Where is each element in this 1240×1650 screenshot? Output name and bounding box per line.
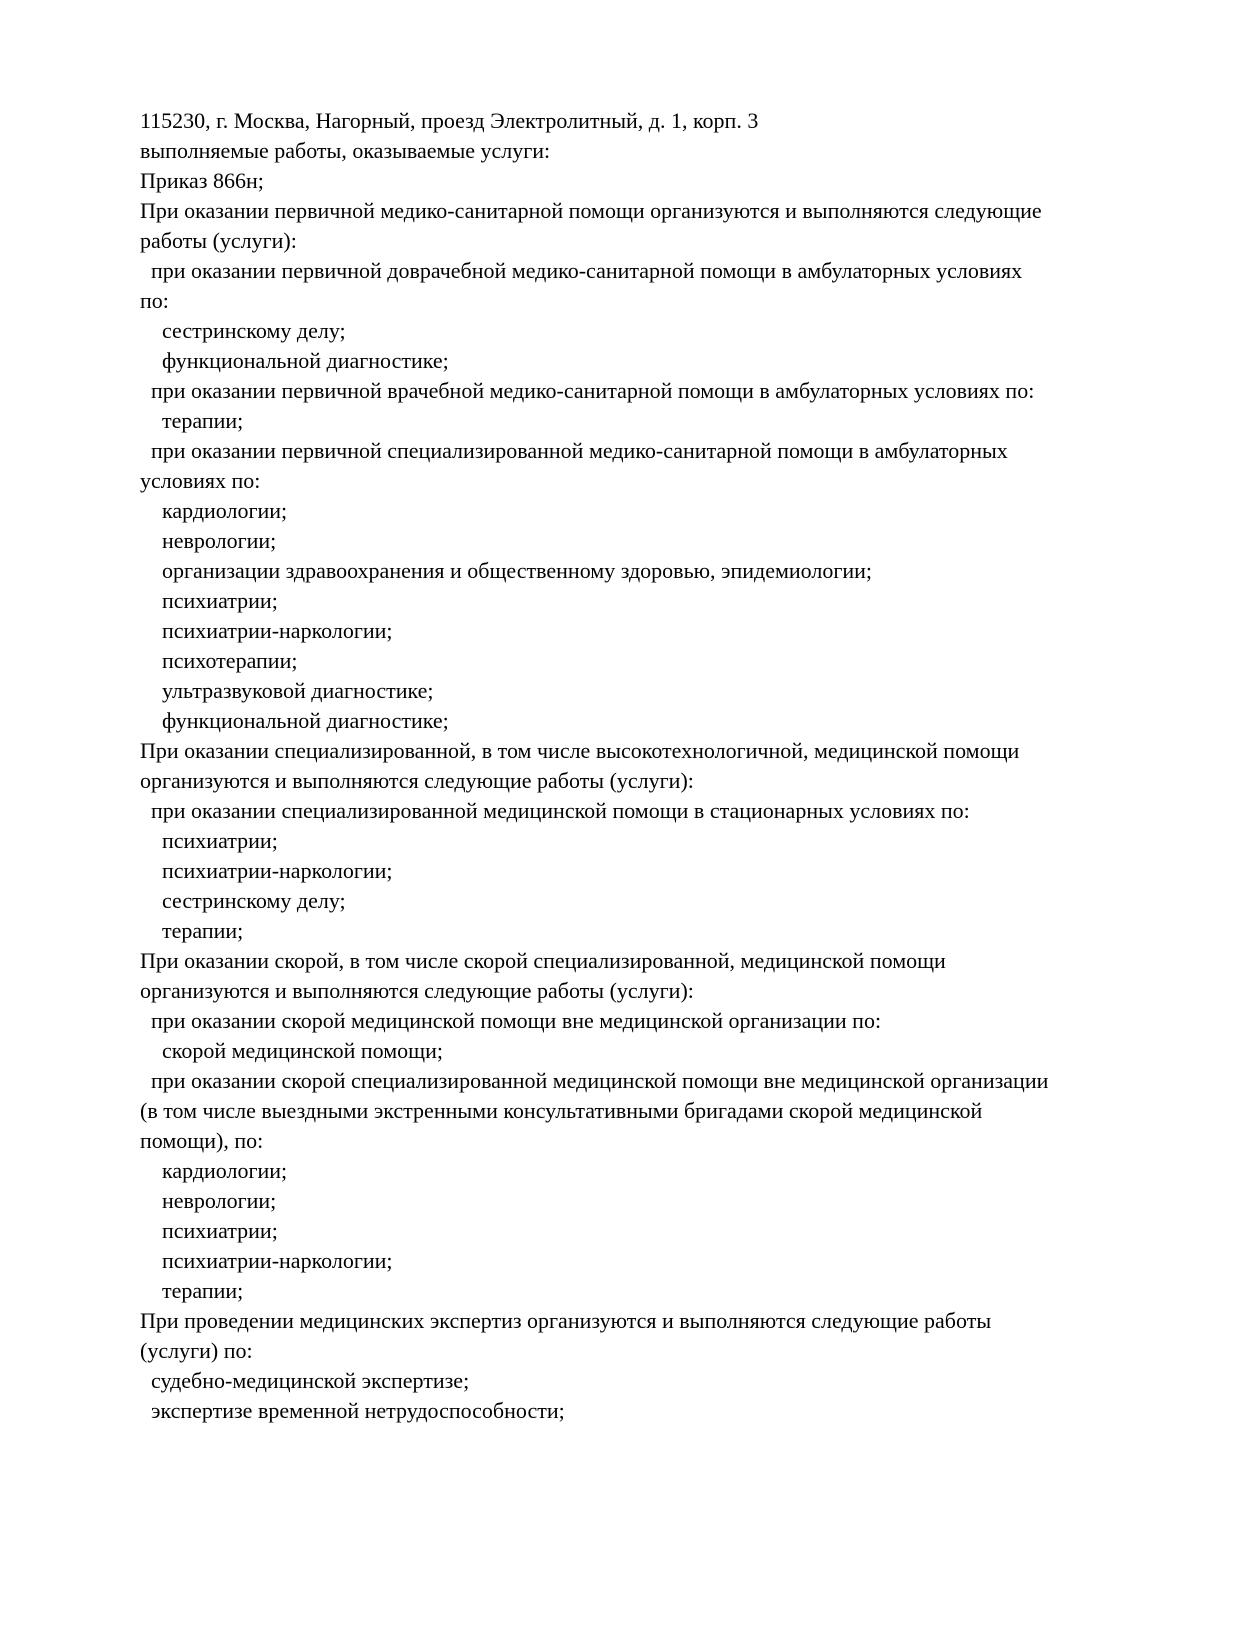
text-line: кардиологии;	[140, 498, 288, 523]
text-line: судебно-медицинской экспертизе;	[140, 1368, 470, 1393]
text-line: работы (услуги):	[140, 228, 297, 253]
text-line: при оказании скорой специализированной медицинской помощи вне медицинской организации	[140, 1068, 1049, 1093]
text-line: При проведении медицинских экспертиз организуются и выполняются следующие работы	[140, 1308, 992, 1333]
text-line: по:	[140, 288, 169, 313]
text-line: скорой медицинской помощи;	[140, 1038, 444, 1063]
text-line: помощи), по:	[140, 1128, 264, 1153]
text-line: выполняемые работы, оказываемые услуги:	[140, 138, 551, 163]
text-line: экспертизе временной нетрудоспособности;	[140, 1398, 565, 1423]
text-line: 115230, г. Москва, Нагорный, проезд Электролитный, д. 1, корп. 3	[140, 108, 759, 133]
text-line: терапии;	[140, 918, 244, 943]
text-line: ультразвуковой диагностике;	[140, 678, 434, 703]
document-text-block	[140, 106, 1125, 1426]
text-line: терапии;	[140, 1278, 244, 1303]
text-line: При оказании первичной медико-санитарной помощи организуются и выполняются следующие	[140, 198, 1042, 223]
text-line: Приказ 866н;	[140, 168, 264, 193]
text-line: неврологии;	[140, 528, 277, 553]
text-line: психотерапии;	[140, 648, 298, 673]
text-line: психиатрии-наркологии;	[140, 1248, 393, 1273]
text-line: психиатрии-наркологии;	[140, 858, 393, 883]
text-line: организации здравоохранения и общественному здоровью, эпидемиологии;	[140, 558, 873, 583]
text-line: При оказании скорой, в том числе скорой специализированной, медицинской помощи	[140, 948, 946, 973]
text-line: сестринскому делу;	[140, 888, 346, 913]
text-line: условиях по:	[140, 468, 261, 493]
text-line: организуются и выполняются следующие работы (услуги):	[140, 768, 694, 793]
text-line: терапии;	[140, 408, 244, 433]
text-line: при оказании первичной доврачебной медико-санитарной помощи в амбулаторных условиях	[140, 258, 1023, 283]
text-line: при оказании первичной специализированной медико-санитарной помощи в амбулаторных	[140, 438, 1008, 463]
text-line: психиатрии;	[140, 588, 278, 613]
text-line: функциональной диагностике;	[140, 348, 449, 373]
text-line: при оказании специализированной медицинской помощи в стационарных условиях по:	[140, 798, 970, 823]
text-line: неврологии;	[140, 1188, 277, 1213]
text-line: функциональной диагностике;	[140, 708, 449, 733]
text-line: при оказании первичной врачебной медико-санитарной помощи в амбулаторных условиях по:	[140, 378, 1035, 403]
text-line: (услуги) по:	[140, 1338, 253, 1363]
text-line: организуются и выполняются следующие работы (услуги):	[140, 978, 694, 1003]
text-line: (в том числе выездными экстренными консультативными бригадами скорой медицинской	[140, 1098, 983, 1123]
text-line: кардиологии;	[140, 1158, 288, 1183]
text-line: При оказании специализированной, в том числе высокотехнологичной, медицинской помощи	[140, 738, 1020, 763]
text-line: психиатрии;	[140, 828, 278, 853]
text-line: психиатрии-наркологии;	[140, 618, 393, 643]
text-line: при оказании скорой медицинской помощи вне медицинской организации по:	[140, 1008, 882, 1033]
text-line: сестринскому делу;	[140, 318, 346, 343]
text-line: психиатрии;	[140, 1218, 278, 1243]
